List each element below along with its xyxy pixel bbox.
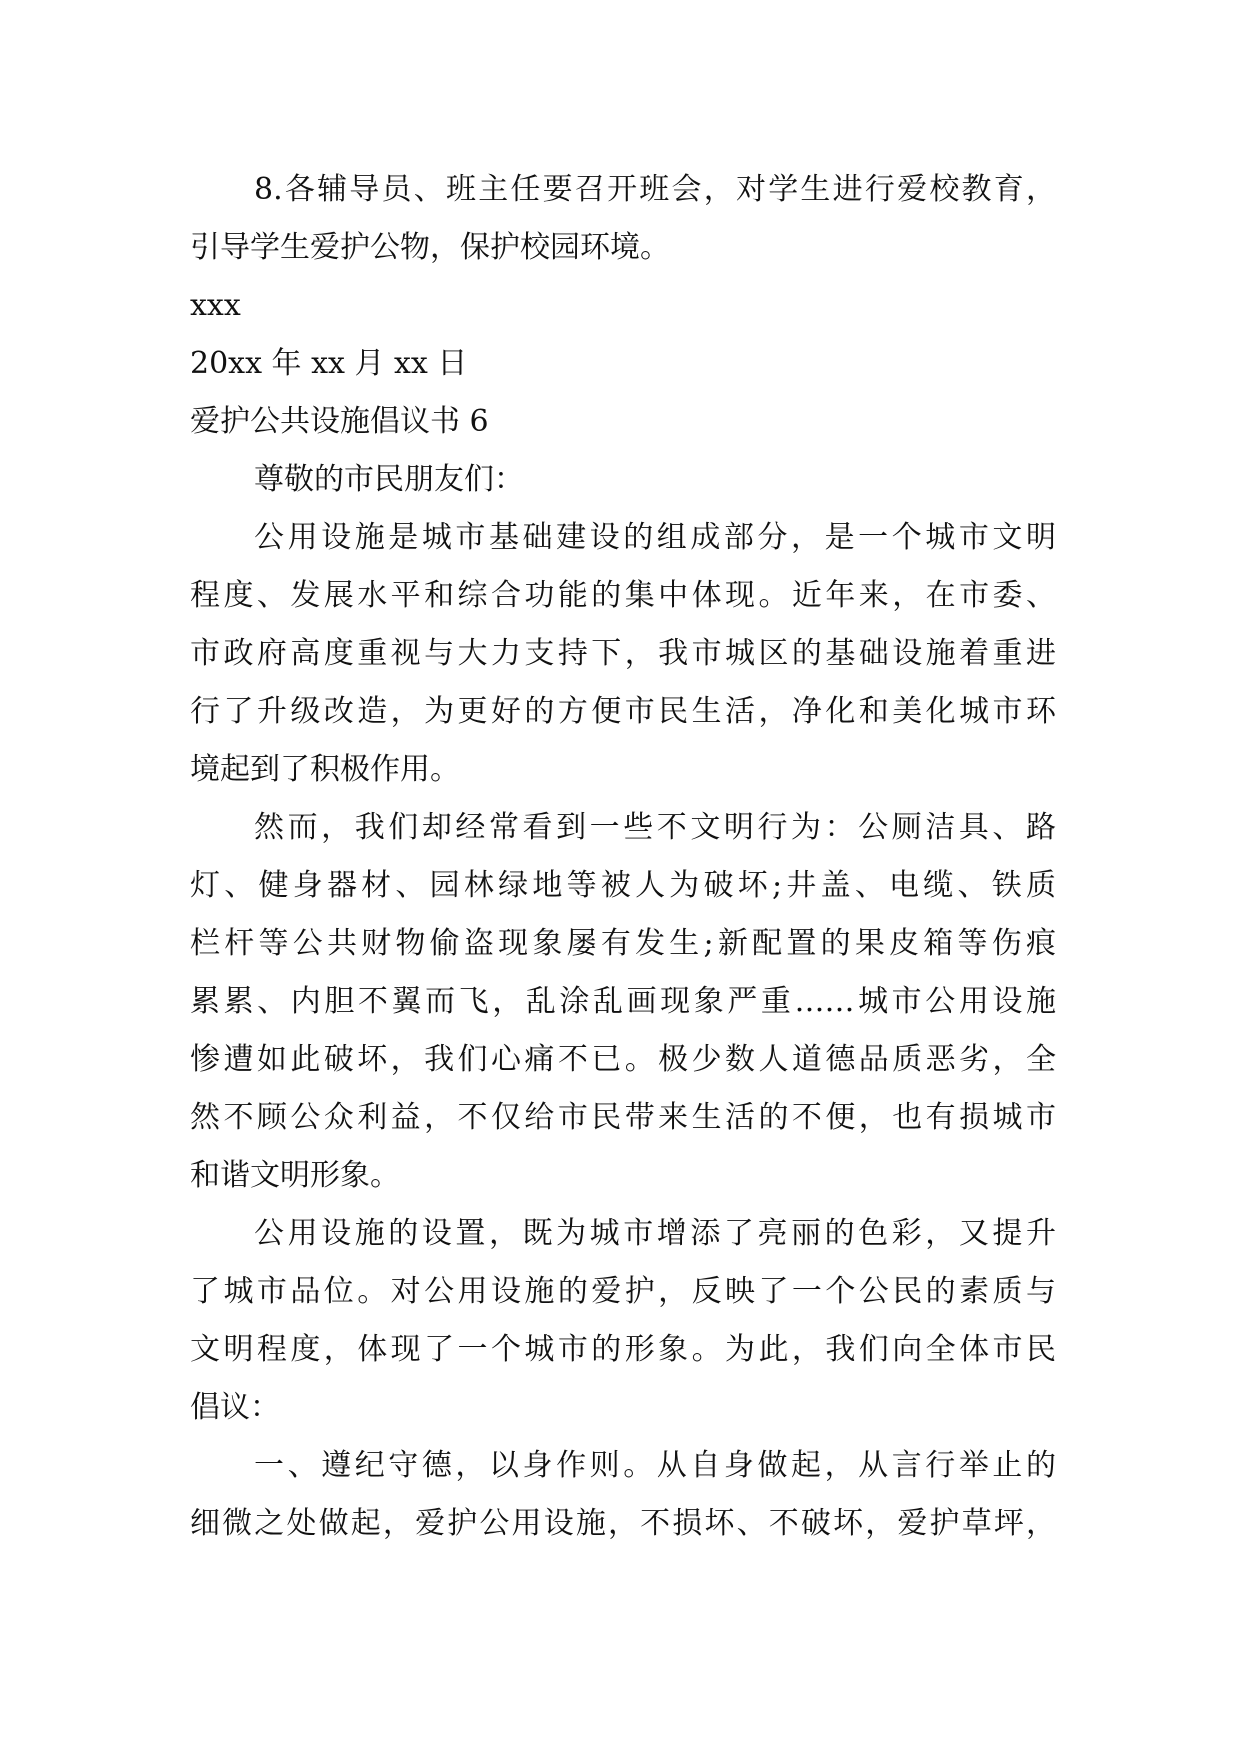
text-line: 20xx 年 xx 月 xx 日	[190, 346, 468, 381]
text-line: 累累、内胆不翼而飞，乱涂乱画现象严重……城市公用设施	[190, 984, 1056, 1019]
text-line: 和谐文明形象。	[190, 1158, 400, 1193]
text-line: 引导学生爱护公物，保护校园环境。	[190, 230, 670, 265]
text-line: 然不顾公众利益，不仅给市民带来生活的不便，也有损城市	[190, 1100, 1056, 1135]
text-line: 公用设施的设置，既为城市增添了亮丽的色彩，又提升	[254, 1216, 1056, 1251]
text-line: 尊敬的市民朋友们：	[254, 462, 524, 497]
text-line: 公用设施是城市基础建设的组成部分，是一个城市文明	[254, 520, 1056, 555]
text-line: 倡议：	[190, 1390, 280, 1425]
document-page	[190, 161, 1056, 1553]
text-line: 8.各辅导员、班主任要召开班会，对学生进行爱校教育，	[254, 172, 1056, 207]
text-line: 惨遭如此破坏，我们心痛不已。极少数人道德品质恶劣，全	[190, 1042, 1056, 1077]
text-line: 一、遵纪守德，以身作则。从自身做起，从言行举止的	[254, 1448, 1056, 1483]
text-line: 灯、健身器材、园林绿地等被人为破坏;井盖、电缆、铁质	[190, 868, 1056, 903]
text-line: xxx	[190, 288, 241, 323]
text-line: 程度、发展水平和综合功能的集中体现。近年来，在市委、	[190, 578, 1056, 613]
text-line: 栏杆等公共财物偷盗现象屡有发生;新配置的果皮箱等伤痕	[190, 926, 1056, 961]
text-line: 爱护公共设施倡议书 6	[190, 404, 489, 439]
text-line: 市政府高度重视与大力支持下，我市城区的基础设施着重进	[190, 636, 1056, 671]
text-line: 细微之处做起，爱护公用设施，不损坏、不破坏，爱护草坪，	[190, 1506, 1056, 1541]
text-line: 然而，我们却经常看到一些不文明行为：公厕洁具、路	[254, 810, 1056, 845]
text-line: 行了升级改造，为更好的方便市民生活，净化和美化城市环	[190, 694, 1056, 729]
text-line: 了城市品位。对公用设施的爱护，反映了一个公民的素质与	[190, 1274, 1056, 1309]
text-line: 文明程度，体现了一个城市的形象。为此，我们向全体市民	[190, 1332, 1056, 1367]
text-line: 境起到了积极作用。	[190, 752, 460, 787]
